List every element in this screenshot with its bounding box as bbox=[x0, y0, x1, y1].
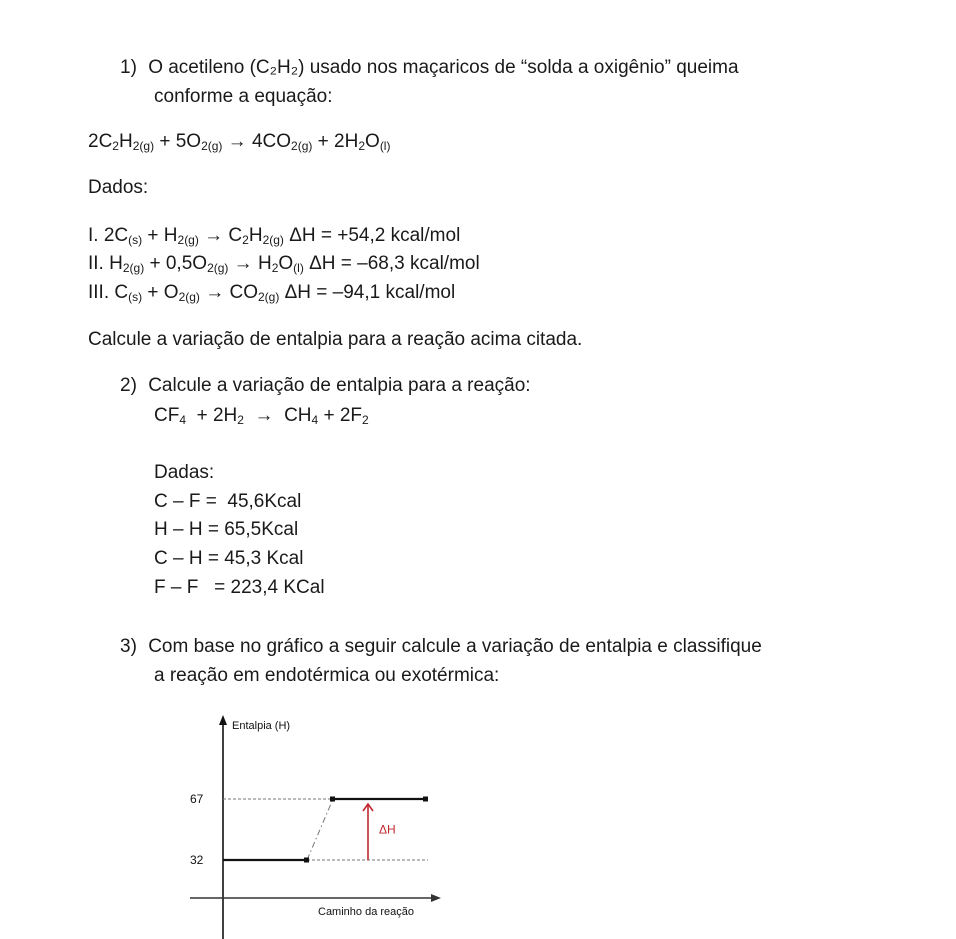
eq-part: O bbox=[365, 131, 380, 152]
rx-part: CH bbox=[284, 405, 312, 426]
transition-path bbox=[307, 799, 333, 860]
y-axis-label: Entalpia (H) bbox=[232, 720, 291, 732]
eq-arrow: → bbox=[222, 131, 252, 152]
rx-sub: 4 bbox=[179, 413, 187, 427]
eq-sub: 2(g) bbox=[201, 139, 223, 153]
delta-h-label: ΔH bbox=[379, 822, 396, 837]
rx-sub: 2 bbox=[237, 413, 244, 427]
data-formula: $C_{(s)} + O_{2(g)} \to CO_{2(g)}$ bbox=[114, 282, 280, 304]
eq-part: + 2H bbox=[312, 131, 359, 152]
marker bbox=[304, 858, 309, 863]
eq-part: + 5O bbox=[154, 131, 202, 152]
q3-text-line1: Com base no gráfico a seguir calcule a variação de entalpia e classifique bbox=[148, 636, 762, 657]
bond-f-f: F – F = 223,4 KCal bbox=[154, 577, 325, 598]
eq-part: 4CO bbox=[251, 131, 292, 152]
data-line-2 bbox=[88, 252, 480, 276]
data-dh: ΔH = –68,3 kcal/mol bbox=[309, 253, 480, 274]
q2-number: 2) bbox=[120, 375, 137, 396]
q3-number: 3) bbox=[120, 636, 137, 657]
marker bbox=[330, 797, 335, 802]
q2-reaction bbox=[154, 404, 369, 428]
rx-part: CF bbox=[154, 405, 180, 426]
data-line-1 bbox=[88, 224, 460, 248]
data-dh: ΔH = +54,2 kcal/mol bbox=[289, 225, 461, 246]
q1-equation bbox=[88, 130, 390, 154]
y-tick-67: 67 bbox=[190, 792, 204, 806]
y-tick-32: 32 bbox=[190, 853, 204, 867]
enthalpy-chart bbox=[170, 710, 460, 939]
rx-part: + 2H bbox=[191, 405, 238, 426]
rx-sub: 2 bbox=[362, 413, 369, 427]
q1-text-line2: conforme a equação: bbox=[154, 86, 333, 107]
q3-line-1 bbox=[120, 635, 762, 659]
eq-sub: 2 bbox=[358, 139, 366, 153]
x-axis-label: Caminho da reação bbox=[318, 906, 415, 918]
q1-line-1 bbox=[120, 56, 739, 80]
data-formula: $2C_{(s)} + H_{2(g)} \to C_2H_{2(g)}$ bbox=[103, 225, 284, 247]
data-roman: II. bbox=[88, 253, 104, 274]
data-line-3 bbox=[88, 281, 455, 305]
bond-c-f: C – F = 45,6Kcal bbox=[154, 491, 302, 512]
eq-part: 2C bbox=[88, 131, 113, 152]
dados-label: Dados: bbox=[88, 177, 149, 198]
data-formula: $H_{2(g)} + 0,5O_{2(g)} \to H_2O_{(l)}$ bbox=[109, 253, 304, 275]
eq-sub: (l) bbox=[379, 139, 391, 153]
q1-question: Calcule a variação de entalpia para a reação acima citada. bbox=[88, 329, 583, 350]
data-roman: I. bbox=[88, 225, 99, 246]
y-axis-arrowhead bbox=[219, 715, 227, 725]
data-dh: ΔH = –94,1 kcal/mol bbox=[284, 282, 456, 303]
data-roman: III. bbox=[88, 282, 110, 303]
q3-text-line2: a reação em endotérmica ou exotérmica: bbox=[154, 665, 500, 686]
eq-part: H bbox=[118, 131, 133, 152]
eq-sub: 2(g) bbox=[291, 139, 313, 153]
rx-part: + 2F bbox=[318, 405, 363, 426]
rx-arrow: → bbox=[249, 405, 279, 426]
q1-text-line1: O acetileno (C₂H₂) usado nos maçaricos de “solda a oxigênio” queima bbox=[148, 57, 739, 78]
eq-sub: 2 bbox=[112, 139, 119, 153]
rx-sub: 4 bbox=[311, 413, 319, 427]
x-axis-arrowhead bbox=[431, 894, 441, 902]
bond-c-h: C – H = 45,3 Kcal bbox=[154, 548, 304, 569]
q2-text: Calcule a variação de entalpia para a reação: bbox=[148, 375, 531, 396]
eq-sub: 2(g) bbox=[132, 139, 155, 153]
q1-number: 1) bbox=[120, 57, 137, 78]
q2-line bbox=[120, 374, 531, 398]
marker bbox=[423, 797, 428, 802]
bond-h-h: H – H = 65,5Kcal bbox=[154, 519, 299, 540]
dadas-label: Dadas: bbox=[154, 462, 215, 483]
